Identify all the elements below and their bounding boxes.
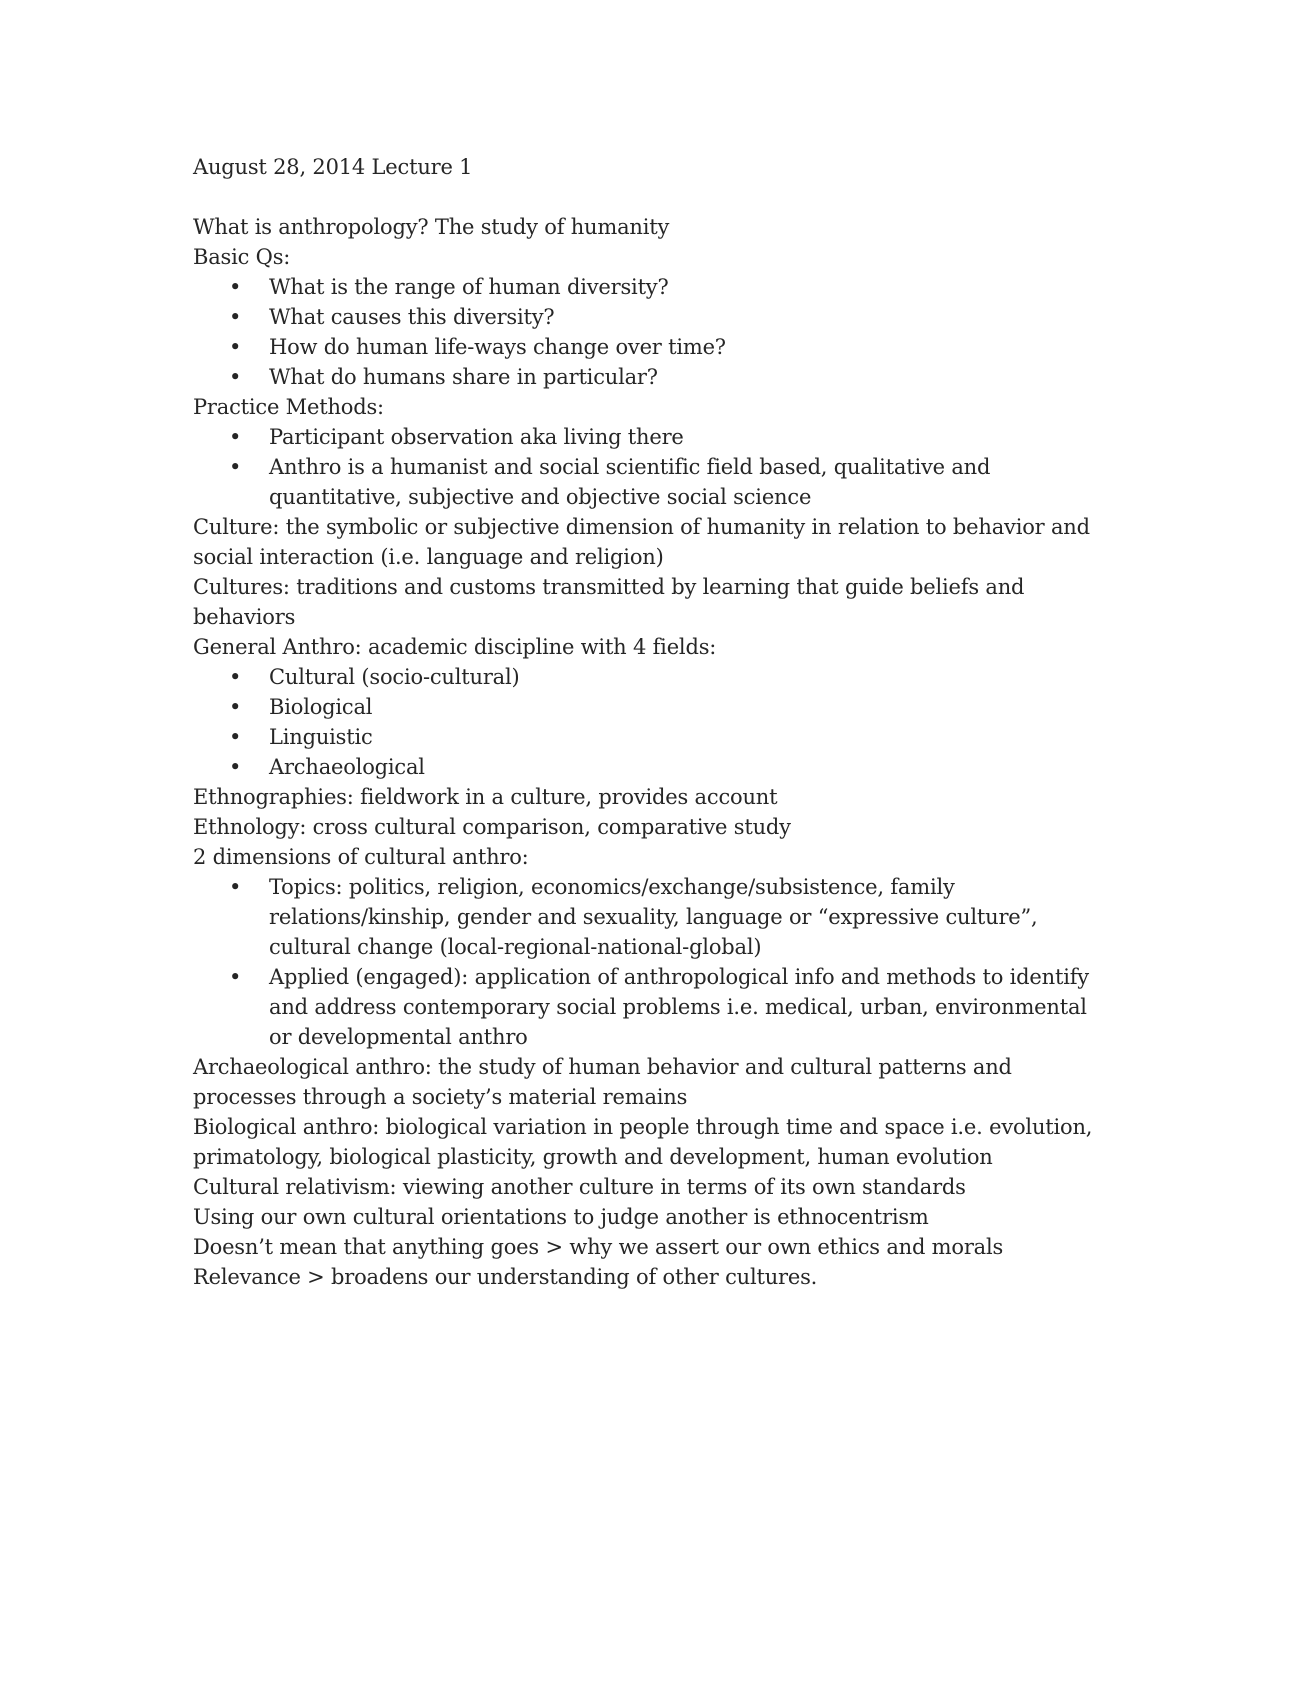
basic-questions-list — [193, 272, 1093, 392]
list-item-text: Participant observation aka living there — [269, 425, 684, 449]
paragraph-basic-qs: Basic Qs: — [193, 245, 291, 269]
bullet-icon: • — [229, 755, 242, 779]
bullet-icon: • — [229, 875, 242, 899]
list-item-text: Topics: politics, religion, economics/exchange/subsistence, family relations/kinship, gender and sexuality, language or “expressive culture”, cultural change (local-regional-national-global) — [269, 875, 1038, 959]
lecture-notes — [193, 152, 1093, 1292]
bullet-icon: • — [229, 695, 242, 719]
paragraph-ethnographies: Ethnographies: fieldwork in a culture, provides account — [193, 785, 778, 809]
bullet-icon: • — [229, 275, 242, 299]
list-item — [193, 332, 1093, 362]
list-item-text: Cultural (socio-cultural) — [269, 665, 520, 689]
paragraph-culture: Culture: the symbolic or subjective dimension of humanity in relation to behavior and social interaction (i.e. language and religion) — [193, 515, 1090, 569]
list-item — [193, 422, 1093, 452]
list-item-text: What causes this diversity? — [269, 305, 555, 329]
paragraph-general-anthro: General Anthro: academic discipline with 4 fields: — [193, 635, 717, 659]
paragraph-ethnocentrism: Using our own cultural orientations to judge another is ethnocentrism — [193, 1205, 929, 1229]
bullet-icon: • — [229, 425, 242, 449]
list-item — [193, 692, 1093, 722]
list-item — [193, 662, 1093, 692]
list-item — [193, 302, 1093, 332]
paragraph-relevance: Relevance > broadens our understanding of other cultures. — [193, 1265, 818, 1289]
list-item-text: What do humans share in particular? — [269, 365, 658, 389]
document-date-heading: August 28, 2014 Lecture 1 — [193, 155, 473, 179]
paragraph-ethnology: Ethnology: cross cultural comparison, comparative study — [193, 815, 791, 839]
list-item-text: What is the range of human diversity? — [269, 275, 669, 299]
paragraph-dimensions: 2 dimensions of cultural anthro: — [193, 845, 529, 869]
paragraph-definition: What is anthropology? The study of humanity — [193, 215, 670, 239]
paragraph-relativism: Cultural relativism: viewing another culture in terms of its own standards — [193, 1175, 966, 1199]
list-item — [193, 872, 1093, 962]
list-item-text: Applied (engaged): application of anthropological info and methods to identify and address contemporary social problems i.e. medical, urban, environmental or developmental anthro — [269, 965, 1089, 1049]
list-item-text: Linguistic — [269, 725, 373, 749]
paragraph-cultures: Cultures: traditions and customs transmitted by learning that guide beliefs and behaviors — [193, 575, 1025, 629]
paragraph-ethics: Doesn’t mean that anything goes > why we assert our own ethics and morals — [193, 1235, 1004, 1259]
list-item-text: Biological — [269, 695, 373, 719]
list-item — [193, 722, 1093, 752]
practice-methods-list — [193, 422, 1093, 512]
paragraph-archaeological: Archaeological anthro: the study of human behavior and cultural patterns and processes through a society’s material remains — [193, 1055, 1012, 1109]
fields-list — [193, 662, 1093, 782]
bullet-icon: • — [229, 305, 242, 329]
dimensions-list — [193, 872, 1093, 1052]
paragraph-biological: Biological anthro: biological variation in people through time and space i.e. evolution, primatology, biological plasticity, growth and development, human evolution — [193, 1115, 1093, 1169]
list-item-text: How do human life-ways change over time? — [269, 335, 726, 359]
paragraph-practice-methods: Practice Methods: — [193, 395, 384, 419]
list-item-text: Archaeological — [269, 755, 425, 779]
bullet-icon: • — [229, 965, 242, 989]
bullet-icon: • — [229, 725, 242, 749]
bullet-icon: • — [229, 335, 242, 359]
list-item — [193, 752, 1093, 782]
list-item — [193, 272, 1093, 302]
list-item — [193, 962, 1093, 1052]
bullet-icon: • — [229, 365, 242, 389]
list-item — [193, 452, 1093, 512]
bullet-icon: • — [229, 665, 242, 689]
list-item — [193, 362, 1093, 392]
list-item-text: Anthro is a humanist and social scientific field based, qualitative and quantitative, subjective and objective social science — [269, 455, 991, 509]
bullet-icon: • — [229, 455, 242, 479]
